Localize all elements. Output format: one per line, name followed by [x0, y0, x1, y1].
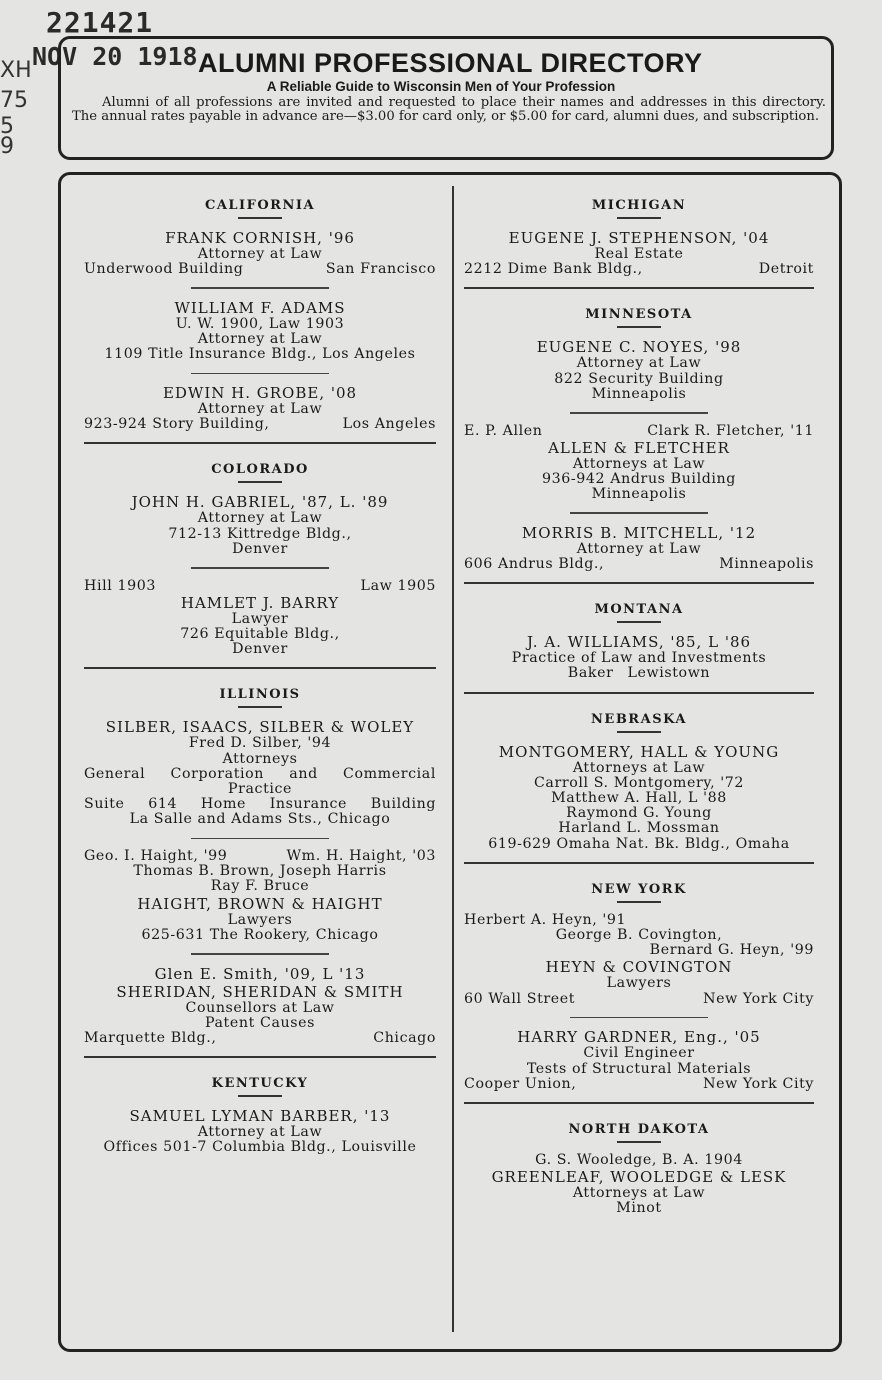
- listing-line: [84, 317, 436, 332]
- listing-name: [84, 965, 436, 983]
- listing-line: [84, 928, 436, 943]
- listing-text: La Salle and Adams Sts., Chicago: [129, 811, 391, 828]
- listing-line: [84, 579, 436, 594]
- state-heading: MONTANA: [594, 602, 684, 618]
- state-section: [84, 669, 436, 1058]
- listing-text: 936-942 Andrus Building: [542, 470, 736, 487]
- listing-text: Commercial: [343, 765, 436, 782]
- directory-listing: [84, 965, 436, 1047]
- column-divider: [452, 186, 454, 1332]
- listing-name: [464, 229, 814, 247]
- listing-line: [464, 247, 814, 262]
- listing-text: and: [289, 765, 318, 782]
- listing-text: Minneapolis: [591, 385, 687, 402]
- margin-note: 5: [0, 114, 14, 139]
- listing-separator: [191, 953, 329, 955]
- listing-text: SAMUEL LYMAN BARBER, '13: [129, 1107, 391, 1126]
- listing-line: [464, 372, 814, 387]
- listing-text: G. S. Wooledge, B. A. 1904: [535, 1151, 743, 1168]
- heading-rule: [238, 1095, 282, 1097]
- state-section: [464, 1104, 814, 1227]
- directory-listing: [464, 913, 814, 1007]
- listing-line: [84, 1016, 436, 1031]
- listing-text: New York City: [703, 990, 814, 1007]
- listing-line: [84, 864, 436, 879]
- listing-line: [464, 666, 814, 681]
- listing-text: Suite: [84, 796, 125, 813]
- listing-text: 619-629 Omaha Nat. Bk. Bldg., Omaha: [488, 835, 790, 852]
- listing-text: HARRY GARDNER, Eng., '05: [517, 1028, 761, 1047]
- listing-text: 60 Wall Street: [464, 990, 576, 1007]
- listing-line: [84, 913, 436, 928]
- heading-rule: [617, 731, 661, 733]
- listing-text: Fred D. Silber, '94: [188, 735, 332, 752]
- listing-text: Minot: [616, 1200, 662, 1217]
- margin-note: 75: [0, 88, 28, 113]
- directory-listing: [464, 633, 814, 681]
- listing-text: Real Estate: [594, 246, 684, 262]
- listing-text: Carroll S. Montgomery, '72: [533, 774, 745, 791]
- listing-text: 625-631 The Rookery, Chicago: [141, 926, 379, 943]
- listing-text: WILLIAM F. ADAMS: [174, 298, 346, 317]
- listing-line: [84, 812, 436, 827]
- listing-text: E. P. Allen: [464, 422, 543, 439]
- listing-line: [84, 797, 436, 812]
- listing-text: MONTGOMERY, HALL & YOUNG: [498, 742, 780, 761]
- state-heading: MICHIGAN: [591, 198, 687, 213]
- listing-name: [84, 718, 436, 736]
- listing-line: [464, 1062, 814, 1077]
- listing-text: JOHN H. GABRIEL, '87, L. '89: [131, 493, 389, 512]
- listing-text: SILBER, ISAACS, SILBER & WOLEY: [105, 718, 415, 737]
- listing-text: Home: [200, 796, 246, 813]
- listing-line: [464, 837, 814, 852]
- listing-text: Harland L. Mossman: [558, 820, 720, 837]
- listing-text: Attorney at Law: [197, 331, 323, 348]
- listing-line: [84, 752, 436, 767]
- listing-text: Baker: [567, 665, 614, 682]
- heading-rule: [617, 217, 661, 219]
- listing-name: [464, 1168, 814, 1186]
- listing-name: [84, 983, 436, 1001]
- listing-line: [464, 651, 814, 666]
- listing-text: ALLEN & FLETCHER: [548, 438, 730, 457]
- listing-name: [464, 524, 814, 542]
- listing-text: Offices 501-7 Columbia Bldg., Louisville: [103, 1139, 417, 1156]
- listing-line: [464, 791, 814, 806]
- heading-rule: [617, 901, 661, 903]
- listing-text: 614: [148, 796, 178, 813]
- listing-text: Lawyers: [606, 975, 672, 992]
- listing-line: [84, 1140, 436, 1155]
- listing-name: [464, 338, 814, 356]
- listing-line: [84, 417, 436, 432]
- state-heading: CALIFORNIA: [204, 198, 316, 213]
- listing-name: [84, 493, 436, 511]
- accession-number-stamp: 221421: [46, 6, 154, 39]
- listing-line: [84, 1001, 436, 1016]
- listing-text: 726 Equitable Bldg.,: [180, 625, 340, 642]
- listing-line: [464, 1077, 814, 1092]
- heading-rule: [238, 217, 282, 219]
- listing-text: Practice: [227, 780, 293, 797]
- listing-text: Building: [370, 796, 436, 813]
- listing-text: Law 1905: [360, 577, 436, 594]
- listing-name: [464, 1028, 814, 1046]
- listing-text: Minneapolis: [591, 486, 687, 503]
- listing-line: [464, 387, 814, 402]
- listing-text: EUGENE J. STEPHENSON, '04: [508, 229, 770, 247]
- listing-line: [84, 627, 436, 642]
- listing-line: [84, 262, 436, 277]
- listing-text: MORRIS B. MITCHELL, '12: [521, 523, 757, 542]
- listing-line: [84, 849, 436, 864]
- listing-line: [84, 402, 436, 417]
- state-section: [84, 180, 436, 444]
- listing-name: [84, 299, 436, 317]
- listing-text: 606 Andrus Bldg.,: [464, 556, 605, 573]
- listing-line: [84, 642, 436, 657]
- listing-line: [464, 424, 814, 439]
- listing-text: HEYN & COVINGTON: [545, 958, 733, 977]
- listing-text: Bernard G. Heyn, '99: [649, 942, 814, 959]
- listing-separator: [191, 287, 329, 289]
- listing-line: [84, 767, 436, 782]
- listing-text: Minneapolis: [719, 556, 814, 573]
- state-section: [464, 694, 814, 864]
- listing-line: [464, 821, 814, 836]
- listing-text: Counsellors at Law: [185, 999, 335, 1016]
- listing-line: [464, 1153, 814, 1168]
- directory-listing: [464, 1028, 814, 1092]
- listing-line: [464, 1201, 814, 1216]
- state-heading: NEW YORK: [591, 881, 687, 897]
- state-section: [84, 444, 436, 669]
- listing-line: [464, 976, 814, 991]
- listing-text: Denver: [232, 641, 288, 658]
- directory-listing: [84, 849, 436, 943]
- listing-text: Thomas B. Brown, Joseph Harris: [133, 863, 387, 880]
- listing-line: [84, 736, 436, 751]
- listing-line: [464, 806, 814, 821]
- listing-text: George B. Covington,: [555, 927, 723, 944]
- directory-listing: [464, 743, 814, 852]
- listing-line: [84, 347, 436, 362]
- directory-listing: [84, 1107, 436, 1155]
- directory-listing: [464, 424, 814, 503]
- listing-text: New York City: [703, 1075, 814, 1092]
- margin-note: XH: [0, 58, 32, 83]
- listing-text: FRANK CORNISH, '96: [165, 229, 355, 247]
- listing-text: Ray F. Bruce: [210, 878, 310, 895]
- listing-text: GREENLEAF, WOOLEDGE & LESK: [491, 1168, 787, 1187]
- listing-separator: [570, 1017, 708, 1019]
- listing-name: [84, 229, 436, 247]
- listing-line: [464, 262, 814, 277]
- directory-listing: [464, 338, 814, 402]
- listing-line: [464, 1186, 814, 1201]
- listing-text: Tests of Structural Materials: [526, 1060, 752, 1077]
- listing-line: [464, 992, 814, 1007]
- listing-text: Patent Causes: [204, 1014, 316, 1031]
- listing-line: [464, 557, 814, 572]
- state-heading: COLORADO: [211, 462, 309, 478]
- listing-line: [464, 913, 814, 928]
- listing-text: Raymond G. Young: [566, 805, 712, 822]
- listing-text: 2212 Dime Bank Bldg.,: [464, 261, 643, 278]
- date-received-stamp: NOV 20 1918: [32, 42, 198, 71]
- listing-line: [464, 928, 814, 943]
- listing-text: Attorney at Law: [197, 401, 323, 418]
- listing-line: [84, 612, 436, 627]
- directory-listing: [84, 299, 436, 363]
- listing-text: Insurance: [269, 796, 347, 813]
- listing-separator: [191, 567, 329, 569]
- listing-text: Lawyer: [231, 610, 289, 627]
- listing-text: Corporation: [170, 765, 265, 782]
- page-title: ALUMNI PROFESSIONAL DIRECTORY: [198, 48, 703, 78]
- state-heading: ILLINOIS: [219, 687, 301, 703]
- intro-text: Alumni of all professions are invited and requested to place their names and addresses in this directory. The annual rates payable in advance are—$3.00 for card only, or $5.00 for card, alumni dues, and subscription.: [72, 95, 826, 124]
- listing-line: [464, 542, 814, 557]
- listing-line: [464, 356, 814, 371]
- heading-rule: [238, 706, 282, 708]
- state-section: [464, 289, 814, 584]
- listing-text: 712-13 Kittredge Bldg.,: [168, 525, 352, 542]
- listing-text: Matthew A. Hall, L '88: [551, 790, 727, 807]
- listing-name: [464, 958, 814, 976]
- listing-text: Chicago: [373, 1029, 436, 1046]
- listing-line: [464, 761, 814, 776]
- directory-listing: [84, 229, 436, 277]
- listing-text: Herbert A. Heyn, '91: [464, 911, 627, 928]
- listing-line: [84, 782, 436, 797]
- state-section: [464, 584, 814, 693]
- listing-line: [84, 542, 436, 557]
- listing-text: SHERIDAN, SHERIDAN & SMITH: [116, 982, 404, 1001]
- listing-text: 1109 Title Insurance Bldg., Los Angeles: [104, 346, 416, 363]
- listing-text: Glen E. Smith, '09, L '13: [154, 964, 366, 983]
- listing-text: Hill 1903: [84, 577, 157, 594]
- listing-line: [84, 247, 436, 262]
- listing-text: U. W. 1900, Law 1903: [175, 315, 345, 332]
- listing-text: Attorneys: [222, 750, 298, 767]
- listing-line: [84, 1031, 436, 1046]
- heading-rule: [617, 621, 661, 623]
- listing-text: 822 Security Building: [554, 370, 724, 387]
- listing-text: Marquette Bldg.,: [84, 1029, 217, 1046]
- state-section: [464, 864, 814, 1104]
- listing-text: Denver: [232, 540, 288, 557]
- listing-text: San Francisco: [325, 261, 436, 278]
- right-column: [464, 180, 814, 1227]
- listing-text: HAIGHT, BROWN & HAIGHT: [137, 894, 383, 913]
- state-section: [84, 1058, 436, 1165]
- listing-line: [464, 776, 814, 791]
- directory-listing: [84, 493, 436, 557]
- listing-name: [464, 439, 814, 457]
- listing-text: Attorney at Law: [576, 355, 702, 372]
- listing-text: Cooper Union,: [464, 1075, 577, 1092]
- listing-name: [84, 895, 436, 913]
- directory-listing: [84, 718, 436, 827]
- listing-text: Geo. I. Haight, '99: [84, 848, 228, 865]
- listing-text: Lewistown: [627, 665, 711, 682]
- listing-text: Attorneys at Law: [572, 1185, 706, 1202]
- margin-note: 9: [0, 134, 14, 159]
- state-section: [464, 180, 814, 289]
- listing-text: Attorney at Law: [197, 246, 323, 262]
- listing-line: [464, 457, 814, 472]
- listing-text: HAMLET J. BARRY: [180, 593, 340, 612]
- state-heading: MINNESOTA: [585, 307, 693, 323]
- listing-text: J. A. WILLIAMS, '85, L '86: [526, 633, 752, 652]
- listing-text: Lawyers: [227, 911, 293, 928]
- listing-line: [84, 332, 436, 347]
- listing-text: Underwood Building: [84, 261, 244, 278]
- listing-text: Attorney at Law: [197, 1124, 323, 1141]
- page-subtitle: A Reliable Guide to Wisconsin Men of Your Profession: [266, 79, 616, 94]
- directory-listing: [464, 1153, 814, 1217]
- directory-listing: [464, 524, 814, 572]
- directory-listing: [84, 384, 436, 432]
- directory-listing: [464, 229, 814, 277]
- listing-text: Attorney at Law: [576, 540, 702, 557]
- listing-line: [464, 1046, 814, 1061]
- state-heading: KENTUCKY: [211, 1076, 309, 1092]
- left-column: [84, 180, 436, 1166]
- listing-line: [84, 527, 436, 542]
- listing-text: Civil Engineer: [583, 1045, 695, 1062]
- listing-text: Wm. H. Haight, '03: [286, 848, 436, 865]
- listing-name: [84, 1107, 436, 1125]
- listing-separator: [570, 412, 708, 414]
- listing-text: Attorneys at Law: [572, 759, 706, 776]
- listing-separator: [191, 373, 329, 375]
- listing-text: EUGENE C. NOYES, '98: [536, 338, 742, 357]
- state-heading: NEBRASKA: [591, 711, 687, 727]
- listing-line: [84, 1125, 436, 1140]
- listing-line: [464, 487, 814, 502]
- listing-text: Practice of Law and Investments: [511, 650, 767, 667]
- listing-line: [84, 879, 436, 894]
- listing-line: [464, 472, 814, 487]
- listing-text: General: [84, 765, 146, 782]
- listing-text: Detroit: [758, 261, 814, 278]
- listing-separator: [570, 512, 708, 514]
- listing-text: EDWIN H. GROBE, '08: [162, 384, 358, 403]
- listing-name: [84, 384, 436, 402]
- state-heading: NORTH DAKOTA: [568, 1121, 710, 1137]
- heading-rule: [617, 1141, 661, 1143]
- listing-separator: [191, 838, 329, 840]
- listing-text: Attorneys at Law: [572, 455, 706, 472]
- listing-name: [464, 743, 814, 761]
- listing-text: Los Angeles: [342, 416, 436, 433]
- listing-line: [464, 943, 814, 958]
- heading-rule: [238, 481, 282, 483]
- heading-rule: [617, 326, 661, 328]
- listing-text: Attorney at Law: [197, 510, 323, 527]
- listing-text: 923-924 Story Building,: [84, 416, 270, 433]
- listing-line: [84, 511, 436, 526]
- directory-listing: [84, 579, 436, 658]
- listing-name: [84, 594, 436, 612]
- listing-name: [464, 633, 814, 651]
- listing-text: Clark R. Fletcher, '11: [647, 422, 814, 439]
